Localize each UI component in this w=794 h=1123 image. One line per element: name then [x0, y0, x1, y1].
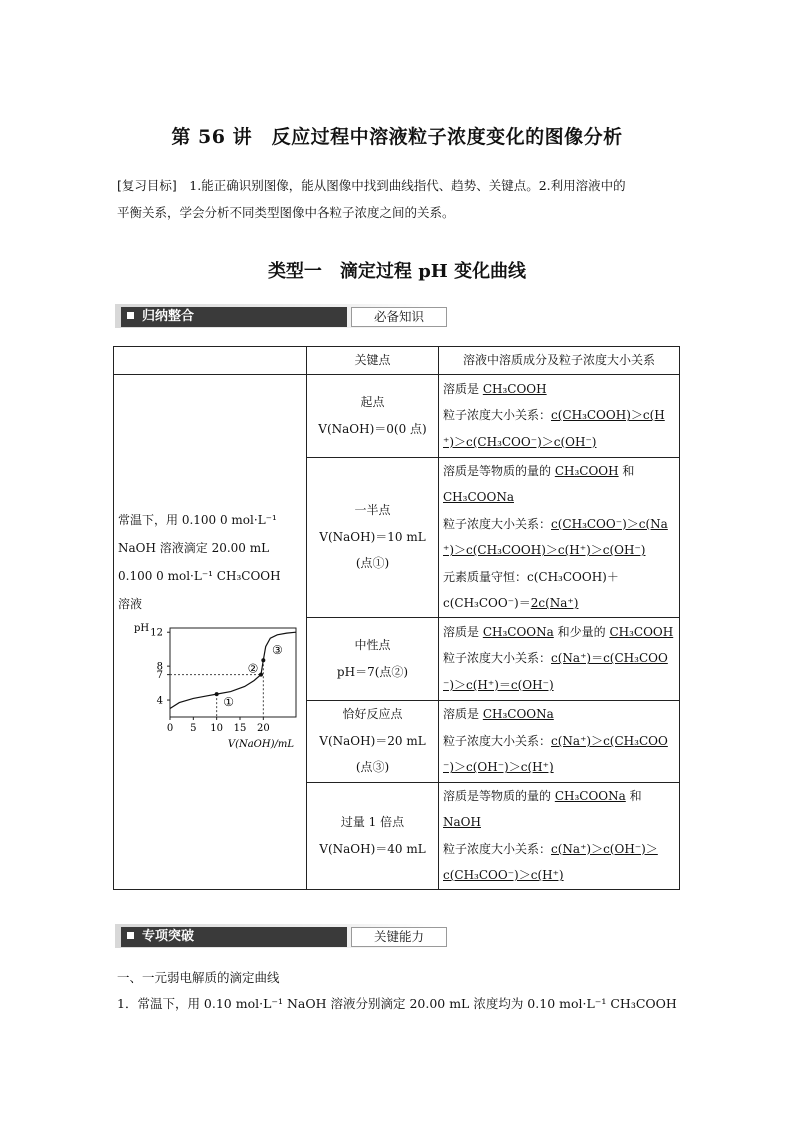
x-tick-label: 20: [256, 722, 270, 734]
y-tick-label: 8: [156, 661, 163, 673]
subsection-heading: 一、一元弱电解质的滴定曲线: [117, 970, 280, 985]
banner-label: 专项突破: [127, 927, 194, 947]
relation-equivalence: 溶质是 CH₃COONa 粒子浓度大小关系：c(Na⁺)＞c(CH₃COO ⁻)＞c(OH⁻)＞c(H⁺): [439, 700, 680, 782]
x-tick-label: 10: [210, 722, 224, 734]
keypoint-equivalence: 恰好反应点 V(NaOH)＝20 mL (点③): [307, 700, 439, 782]
banner-sublabel: 关键能力: [351, 927, 447, 947]
header-relation: 溶液中溶质成分及粒子浓度大小关系: [439, 347, 680, 375]
square-icon: [127, 932, 134, 939]
review-goals-text-1: 1.能正确识别图像，能从图像中找到曲线指代、趋势、关键点。2.利用溶液中的: [176, 178, 626, 193]
keypoint-half: 一半点 V(NaOH)＝10 mL (点①): [307, 457, 439, 617]
y-tick-label: 7: [156, 669, 163, 681]
condition-cell: [114, 374, 307, 889]
review-goals-text-2: 平衡关系，学会分析不同类型图像中各粒子浓度之间的关系。: [117, 205, 455, 220]
point-label: ③: [271, 642, 283, 657]
review-goals-tag: [复习目标]: [117, 178, 177, 193]
section-heading: 类型一 滴定过程 pH 变化曲线: [267, 261, 527, 282]
x-tick-label: 5: [190, 722, 197, 734]
lecture-title: 第 56 讲 反应过程中溶液粒子浓度变化的图像分析: [171, 126, 623, 148]
titration-table: [113, 346, 680, 890]
keypoint-neutral: 中性点 pH＝7(点②): [307, 617, 439, 700]
condition-line-4: 溶液: [118, 596, 143, 611]
square-icon: [127, 312, 134, 319]
relation-excess: 溶质是等物质的量的 CH₃COONa 和 NaOH 粒子浓度大小关系：c(Na⁺)＞c(OH⁻)＞ c(CH₃COO⁻)＞c(H⁺): [439, 782, 680, 889]
keypoint-excess: 过量 1 倍点 V(NaOH)＝40 mL: [307, 782, 439, 889]
point-label: ②: [247, 661, 259, 676]
condition-line-3: 0.100 0 mol·L⁻¹ CH₃COOH: [118, 568, 281, 583]
titration-curve-chart: [126, 620, 302, 750]
relation-half: 溶质是等物质的量的 CH₃COOH 和 CH₃COONa 粒子浓度大小关系：c(CH₃COO⁻)＞c(Na ⁺)＞c(CH₃COOH)＞c(H⁺)＞c(OH⁻) 元素质量守恒：c(CH₃COOH)＋ c(CH₃COO⁻)＝2c(Na⁺): [439, 457, 680, 617]
point-label: ①: [223, 694, 235, 709]
condition-text: [118, 506, 302, 618]
banner-sublabel: 必备知识: [351, 307, 447, 327]
relation-start: 溶质是 CH₃COOH 粒子浓度大小关系：c(CH₃COOH)＞c(H ⁺)＞c(CH₃COO⁻)＞c(OH⁻): [439, 374, 680, 457]
condition-line-2: NaOH 溶液滴定 20.00 mL: [118, 540, 270, 555]
relation-neutral: 溶质是 CH₃COONa 和少量的 CH₃COOH 粒子浓度大小关系：c(Na⁺)＝c(CH₃COO ⁻)＞c(H⁺)＝c(OH⁻): [439, 617, 680, 700]
x-tick-label: 15: [233, 722, 247, 734]
banner-summary: [115, 304, 433, 328]
question-1: 1．常温下，用 0.10 mol·L⁻¹ NaOH 溶液分别滴定 20.00 mL 浓度均为 0.10 mol·L⁻¹ CH₃COOH: [117, 996, 677, 1011]
curve-point: [259, 672, 263, 676]
banner-label: 归纳整合: [127, 307, 194, 327]
banner-practice: [115, 924, 433, 948]
review-goals: [117, 172, 687, 226]
x-axis-label: V(NaOH)/mL: [227, 738, 294, 750]
y-tick-label: 4: [156, 695, 163, 707]
keypoint-start: 起点 V(NaOH)＝0(0 点): [307, 374, 439, 457]
x-tick-label: 0: [166, 722, 174, 734]
header-blank: [114, 347, 307, 375]
header-keypoint: 关键点: [307, 347, 439, 375]
y-axis-label: pH: [134, 622, 150, 634]
curve-point: [261, 658, 265, 662]
condition-line-1: 常温下，用 0.100 0 mol·L⁻¹: [118, 512, 277, 527]
curve-point: [215, 692, 219, 696]
y-tick-label: 12: [150, 627, 163, 639]
